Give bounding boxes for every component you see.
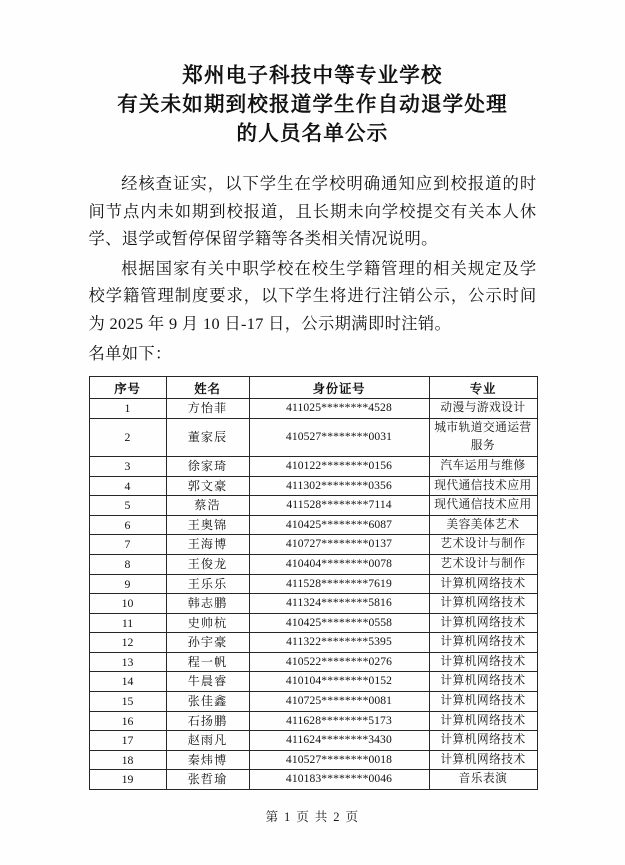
cell-index: 19: [89, 770, 166, 790]
cell-id: 410104********0152: [249, 672, 429, 692]
cell-id: 410527********0031: [249, 418, 429, 456]
cell-index: 17: [89, 731, 166, 751]
cell-id: 411302********0356: [249, 476, 429, 496]
cell-index: 1: [89, 399, 166, 419]
cell-name: 张佳鑫: [166, 692, 249, 712]
table-row: [89, 613, 537, 633]
cell-major: 汽车运用与维修: [429, 456, 537, 476]
cell-major: 音乐表演: [429, 770, 537, 790]
cell-index: 18: [89, 750, 166, 770]
table-row: [89, 672, 537, 692]
table-row: [89, 574, 537, 594]
table-row: [89, 731, 537, 751]
document-body: [89, 149, 537, 367]
cell-name: 王俊龙: [166, 554, 249, 574]
cell-index: 5: [89, 496, 166, 516]
cell-major: 计算机网络技术: [429, 613, 537, 633]
table-row: [89, 515, 537, 535]
cell-major: 现代通信技术应用: [429, 496, 537, 516]
table-row: [89, 496, 537, 516]
cell-index: 10: [89, 594, 166, 614]
cell-id: 410425********6087: [249, 515, 429, 535]
cell-major: 计算机网络技术: [429, 633, 537, 653]
list-lead-text: 名单如下：: [88, 343, 172, 363]
cell-index: 13: [89, 652, 166, 672]
cell-id: 411528********7114: [249, 496, 429, 516]
cell-index: 16: [89, 711, 166, 731]
table-row: [89, 750, 537, 770]
title-line-3: 的人员名单公示: [236, 123, 389, 145]
cell-index: 7: [89, 535, 166, 555]
cell-name: 孙宇豪: [166, 633, 249, 653]
cell-name: 郭文豪: [166, 476, 249, 496]
cell-index: 11: [89, 613, 166, 633]
cell-major: 城市轨道交通运营服务: [429, 418, 537, 456]
cell-name: 董家辰: [166, 418, 249, 456]
cell-name: 程一帆: [166, 652, 249, 672]
table-body: [89, 399, 537, 790]
cell-id: 410727********0137: [249, 535, 429, 555]
column-header-name: 姓名: [166, 377, 249, 399]
table-row: [89, 418, 537, 456]
cell-name: 石扬鹏: [166, 711, 249, 731]
table-row: [89, 456, 537, 476]
cell-major: 计算机网络技术: [429, 711, 537, 731]
table-row: [89, 554, 537, 574]
table-header: [89, 377, 537, 399]
cell-id: 411624********3430: [249, 731, 429, 751]
cell-id: 411628********5173: [249, 711, 429, 731]
cell-id: 411025********4528: [249, 399, 429, 419]
cell-index: 12: [89, 633, 166, 653]
cell-id: 411324********5816: [249, 594, 429, 614]
title-line-2: 有关未如期到校报道学生作自动退学处理: [117, 94, 508, 116]
cell-major: 计算机网络技术: [429, 731, 537, 751]
cell-major: 计算机网络技术: [429, 652, 537, 672]
cell-id: 410522********0276: [249, 652, 429, 672]
cell-id: 410725********0081: [249, 692, 429, 712]
cell-major: 艺术设计与制作: [429, 554, 537, 574]
cell-name: 张哲瑜: [166, 770, 249, 790]
paragraph-1: 经核查证实，以下学生在学校明确通知应到校报道的时间节点内未如期到校报道，且长期未向学校提交有关本人休学、退学或暂停保留学籍等各类相关情况说明。: [88, 174, 537, 249]
cell-name: 王乐乐: [166, 574, 249, 594]
column-header-major: 专业: [429, 377, 537, 399]
roster-table: [89, 376, 538, 790]
cell-name: 蔡浩: [166, 496, 249, 516]
roster-table-container: [89, 376, 537, 790]
cell-name: 史帅杭: [166, 613, 249, 633]
table-row: [89, 594, 537, 614]
cell-major: 计算机网络技术: [429, 692, 537, 712]
table-row: [89, 692, 537, 712]
page-footer: 第 1 页 共 2 页: [265, 810, 360, 824]
cell-major: 艺术设计与制作: [429, 535, 537, 555]
cell-name: 秦炜博: [166, 750, 249, 770]
cell-major: 动漫与游戏设计: [429, 399, 537, 419]
cell-name: 牛晨睿: [166, 672, 249, 692]
cell-name: 赵雨凡: [166, 731, 249, 751]
cell-name: 徐家琦: [166, 456, 249, 476]
cell-name: 韩志鹏: [166, 594, 249, 614]
cell-index: 15: [89, 692, 166, 712]
cell-id: 411528********7619: [249, 574, 429, 594]
table-row: [89, 476, 537, 496]
cell-major: 现代通信技术应用: [429, 476, 537, 496]
cell-major: 计算机网络技术: [429, 574, 537, 594]
cell-id: 410404********0078: [249, 554, 429, 574]
table-header-row: [89, 377, 537, 399]
cell-name: 王海博: [166, 535, 249, 555]
paragraph-2: 根据国家有关中职学校在校生学籍管理的相关规定及学校学籍管理制度要求，以下学生将进行注销公示，公示时间为 2025 年 9 月 10 日-17 日，公示期满即时注销。: [88, 258, 537, 333]
table-row: [89, 711, 537, 731]
cell-id: 410527********0018: [249, 750, 429, 770]
cell-major: 美容美体艺术: [429, 515, 537, 535]
cell-index: 6: [89, 515, 166, 535]
cell-index: 14: [89, 672, 166, 692]
table-row: [89, 535, 537, 555]
cell-index: 4: [89, 476, 166, 496]
column-header-index: 序号: [89, 377, 166, 399]
cell-major: 计算机网络技术: [429, 594, 537, 614]
cell-index: 9: [89, 574, 166, 594]
cell-id: 410425********0558: [249, 613, 429, 633]
table-row: [89, 652, 537, 672]
cell-id: 411322********5395: [249, 633, 429, 653]
table-row: [89, 633, 537, 653]
table-row: [89, 399, 537, 419]
cell-name: 方怡菲: [166, 399, 249, 419]
column-header-id: 身份证号: [249, 377, 429, 399]
cell-index: 2: [89, 418, 166, 456]
cell-major: 计算机网络技术: [429, 672, 537, 692]
document-title: [0, 0, 625, 149]
cell-name: 王奥锦: [166, 515, 249, 535]
cell-id: 410122********0156: [249, 456, 429, 476]
title-line-1: 郑州电子科技中等专业学校: [182, 65, 443, 87]
table-row: [89, 770, 537, 790]
cell-id: 410183********0046: [249, 770, 429, 790]
cell-major: 计算机网络技术: [429, 750, 537, 770]
cell-index: 3: [89, 456, 166, 476]
cell-index: 8: [89, 554, 166, 574]
